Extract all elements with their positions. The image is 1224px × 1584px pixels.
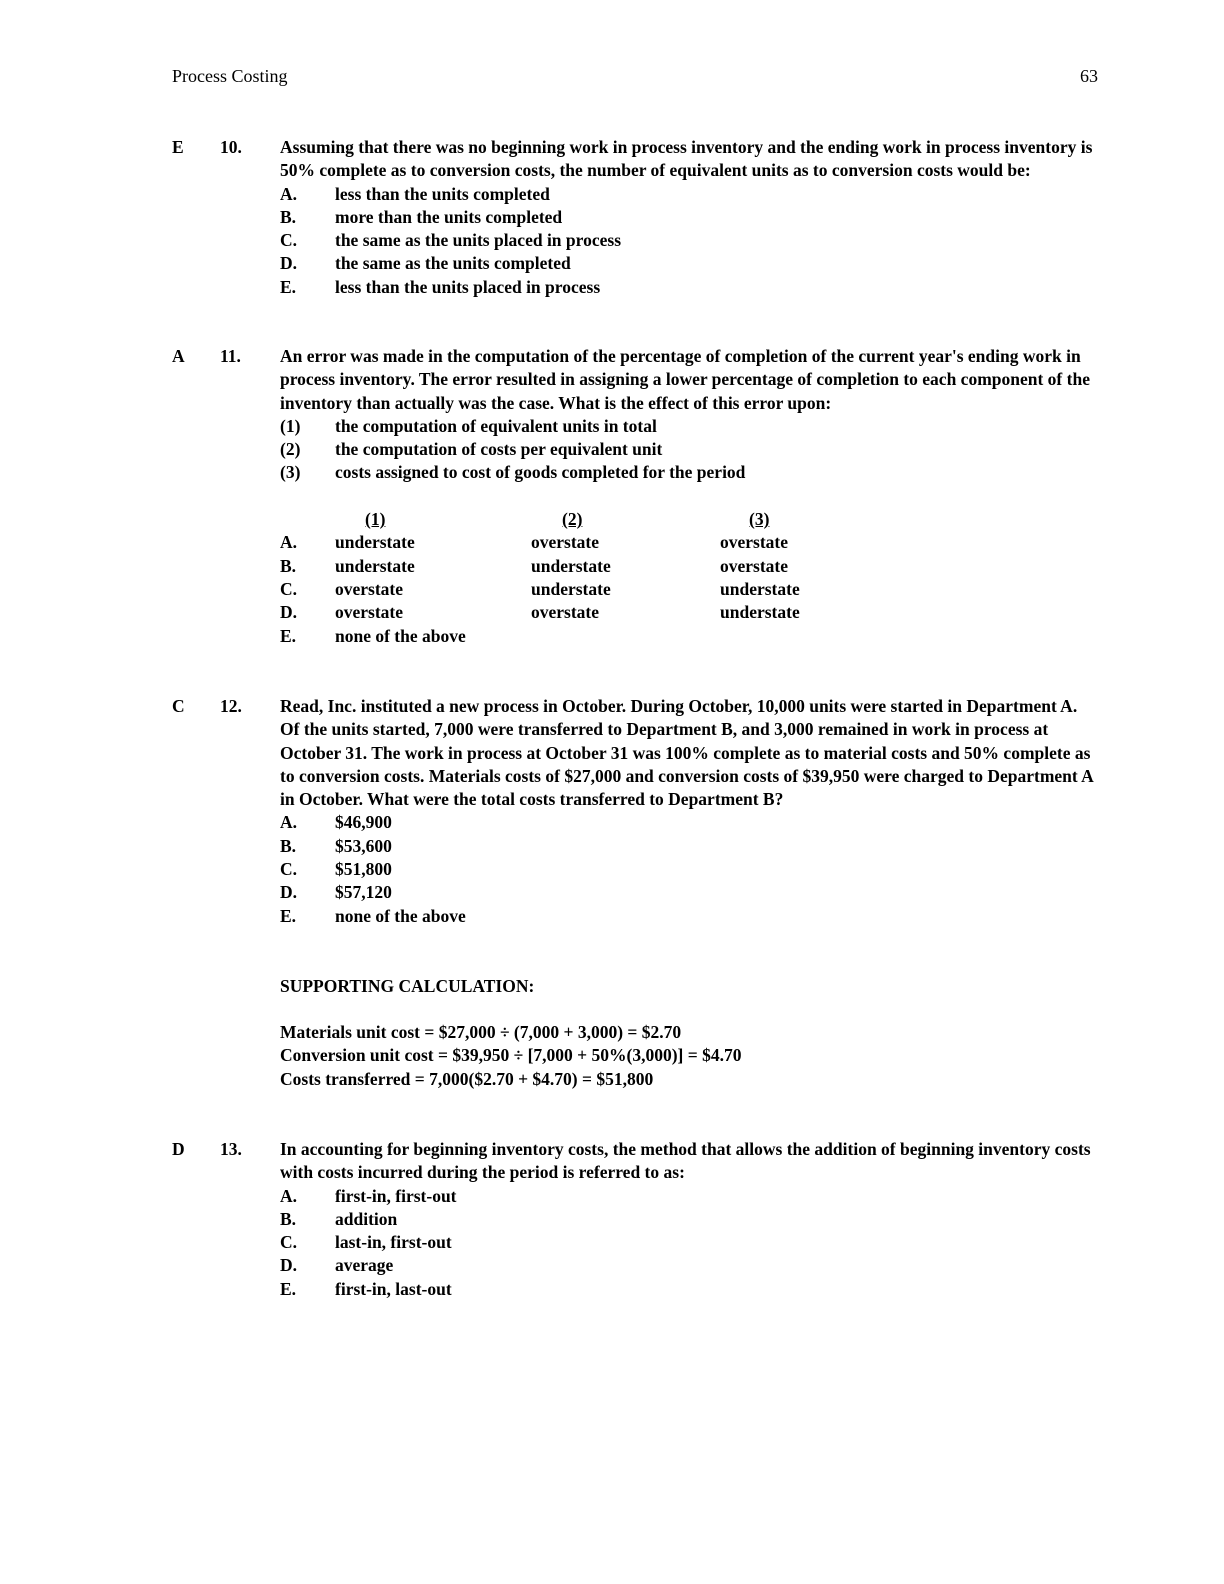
answer-grid-header (280, 508, 1100, 531)
grid-cell: understate (335, 555, 415, 576)
option-text: less than the units completed (335, 183, 550, 204)
question-body (280, 136, 1100, 299)
option (280, 1278, 1100, 1301)
option-label: C. (280, 578, 298, 599)
column-header: (3) (749, 509, 770, 530)
question-stem: In accounting for beginning inventory costs, the method that allows the addition of beginning inventory costs with costs incurred during the period is referred to as: (280, 1139, 1091, 1183)
answer-grid-row (280, 531, 1100, 554)
option (280, 905, 1100, 928)
supporting-calculation-title: SUPPORTING CALCULATION: (280, 975, 535, 996)
option-label: E. (280, 1278, 297, 1299)
option-label: D. (280, 1255, 298, 1276)
option-text: first-in, last-out (335, 1278, 452, 1299)
sub-item-label: (1) (280, 415, 301, 436)
option-text: more than the units completed (335, 206, 563, 227)
question-number: 10. (220, 137, 242, 157)
option (280, 835, 1100, 858)
option-label: A. (280, 532, 298, 553)
calculation-line: Conversion unit cost = $39,950 ÷ [7,000 + 50%(3,000)] = $4.70 (280, 1045, 742, 1066)
sub-item-text: the computation of costs per equivalent unit (335, 439, 663, 460)
answer-grid-row (280, 578, 1100, 601)
option-label: B. (280, 555, 297, 576)
answer-key: E (172, 137, 184, 157)
option-label: C. (280, 230, 298, 251)
grid-cell: overstate (720, 555, 789, 576)
option-label: B. (280, 1208, 297, 1229)
option (280, 881, 1100, 904)
answer-key: D (172, 1139, 185, 1159)
grid-cell: overstate (720, 532, 789, 553)
column-header: (2) (562, 509, 583, 530)
grid-cell: understate (720, 602, 800, 623)
sub-item-text: costs assigned to cost of goods completed for the period (335, 462, 746, 483)
question-body (280, 345, 1100, 648)
option (280, 183, 1100, 206)
option (280, 252, 1100, 275)
option-label: B. (280, 206, 297, 227)
answer-key: A (172, 346, 185, 366)
sub-item (280, 438, 1100, 461)
grid-cell: overstate (335, 602, 404, 623)
calculation-line: Costs transferred = 7,000($2.70 + $4.70) = $51,800 (280, 1068, 654, 1089)
question-number: 13. (220, 1139, 242, 1159)
option-label: D. (280, 602, 298, 623)
option (280, 1254, 1100, 1277)
option (280, 1208, 1100, 1231)
option-text: $51,800 (335, 859, 392, 880)
grid-cell: overstate (531, 602, 600, 623)
calculation-line: Materials unit cost = $27,000 ÷ (7,000 + 3,000) = $2.70 (280, 1022, 682, 1043)
option-label: D. (280, 882, 298, 903)
option-label: B. (280, 835, 297, 856)
option-text: average (335, 1255, 394, 1276)
option-label: C. (280, 859, 298, 880)
option (280, 206, 1100, 229)
option-label: C. (280, 1232, 298, 1253)
option (280, 276, 1100, 299)
column-header: (1) (365, 509, 386, 530)
option-label: E. (280, 276, 297, 297)
option (280, 811, 1100, 834)
question-body (280, 1138, 1100, 1301)
sub-item (280, 461, 1100, 484)
question-body (280, 695, 1100, 1091)
option-text: none of the above (335, 905, 466, 926)
question-stem: Assuming that there was no beginning work in process inventory and the ending work in process inventory is 50% complete as to conversion costs, the number of equivalent units as to conversion costs would be: (280, 137, 1093, 181)
option (280, 229, 1100, 252)
option (280, 858, 1100, 881)
option-label: D. (280, 253, 298, 274)
option-text: $57,120 (335, 882, 392, 903)
grid-cell: understate (335, 532, 415, 553)
grid-cell: understate (720, 578, 800, 599)
running-header-title: Process Costing (172, 66, 288, 86)
option-label: A. (280, 1185, 298, 1206)
option-text: $46,900 (335, 812, 392, 833)
option-text: first-in, first-out (335, 1185, 457, 1206)
answer-grid-row (280, 555, 1100, 578)
option (280, 1185, 1100, 1208)
option-text: less than the units placed in process (335, 276, 601, 297)
option (280, 1231, 1100, 1254)
grid-cell: overstate (531, 532, 600, 553)
option-label: E. (280, 625, 297, 646)
sub-item-label: (3) (280, 462, 301, 483)
option-text: the same as the units completed (335, 253, 571, 274)
option-text: $53,600 (335, 835, 392, 856)
option-text: last-in, first-out (335, 1232, 452, 1253)
question-number: 11. (220, 346, 241, 366)
grid-cell: understate (531, 578, 611, 599)
sub-item-text: the computation of equivalent units in total (335, 415, 657, 436)
option-text: addition (335, 1208, 398, 1229)
grid-cell: overstate (335, 578, 404, 599)
sub-item (280, 415, 1100, 438)
page-number: 63 (1080, 66, 1098, 86)
option-label: A. (280, 812, 298, 833)
answer-grid-row (280, 625, 1100, 648)
option-label: A. (280, 183, 298, 204)
question-stem: Read, Inc. instituted a new process in October. During October, 10,000 units were started in Department A. Of the units started, 7,000 were transferred to Department B, and 3,000 remained in work in process at October 31. The work in process at October 31 was 100% complete as to material costs and 50% complete as to conversion costs. Materials costs of $27,000 and conversion costs of $39,950 were charged to Department A in October. What were the total costs transferred to Department B? (280, 696, 1093, 810)
option-label: E. (280, 905, 297, 926)
answer-grid-row (280, 601, 1100, 624)
option-text: the same as the units placed in process (335, 230, 622, 251)
grid-cell: none of the above (335, 625, 466, 646)
question-stem: An error was made in the computation of the percentage of completion of the current year's ending work in process inventory. The error resulted in assigning a lower percentage of completion to each component of the inventory than actually was the case. What is the effect of this error upon: (280, 346, 1090, 413)
grid-cell: understate (531, 555, 611, 576)
question-number: 12. (220, 696, 242, 716)
sub-item-label: (2) (280, 439, 301, 460)
answer-key: C (172, 696, 185, 716)
